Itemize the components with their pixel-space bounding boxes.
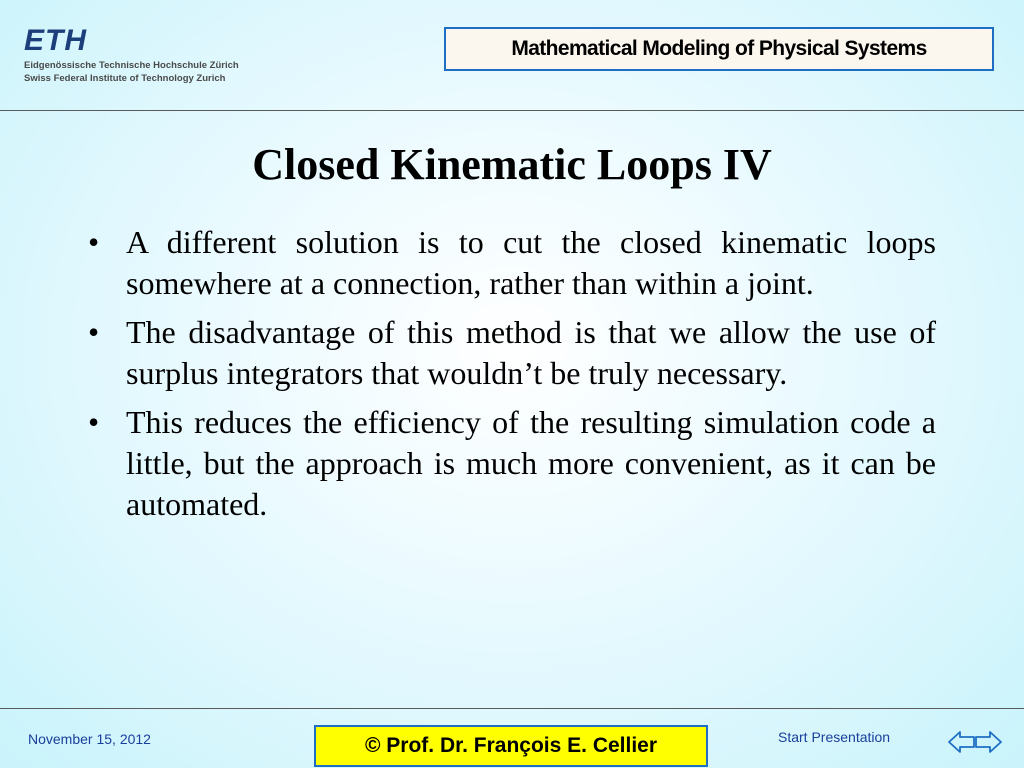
arrow-right-icon[interactable] [975,729,1002,755]
eth-logo-mark: ETH [24,24,87,57]
eth-logo [24,26,264,85]
course-title-box: Mathematical Modeling of Physical Systems [444,27,994,71]
list-item [80,312,936,394]
eth-logo-line-german: Eidgenössische Technische Hochschule Zürich [24,60,239,71]
arrow-left-icon[interactable] [948,729,975,755]
eth-logo-line-english: Swiss Federal Institute of Technology Zurich [24,73,226,84]
bullet-text: A different solution is to cut the closed kinematic loops somewhere at a connection, rather than within a joint. [126,224,936,301]
bullet-marker: • [88,224,100,260]
bullet-text: This reduces the efficiency of the resulting simulation code a little, but the approach is much more convenient, as it can be automated. [126,404,936,522]
bullet-marker: • [88,404,100,440]
footer-divider [0,708,1024,709]
bullet-marker: • [88,314,100,350]
list-item [80,402,936,525]
copyright-link[interactable]: © Prof. Dr. François E. Cellier [314,725,708,767]
header-divider [0,110,1024,111]
bullet-text: The disadvantage of this method is that we allow the use of surplus integrators that wouldn’t be truly necessary. [126,314,936,391]
footer-date: November 15, 2012 [28,731,151,747]
bullet-list [80,222,936,533]
slide-title: Closed Kinematic Loops IV [252,140,772,189]
slide-navigation [948,729,1002,755]
list-item [80,222,936,304]
start-presentation-link[interactable]: Start Presentation [778,729,891,745]
